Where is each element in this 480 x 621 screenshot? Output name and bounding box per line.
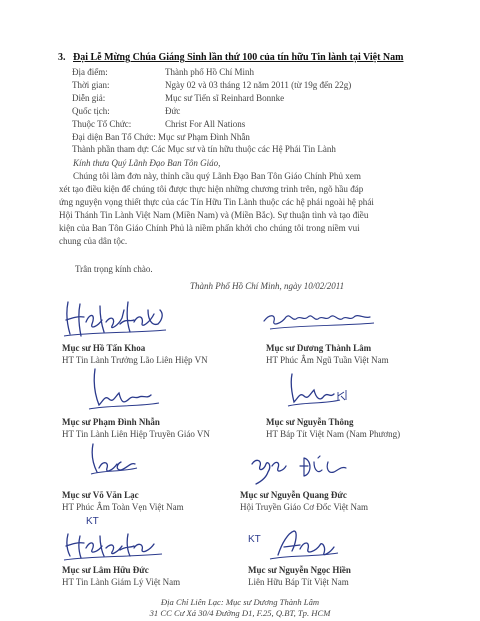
section-title: Đại Lễ Mừng Chúa Giáng Sinh lần thứ 100 của tín hữu Tin lành tại Việt Nam xyxy=(73,52,404,63)
detail-value-nationality: Đức xyxy=(165,106,181,116)
paragraph-line: xét tạo điều kiện để chúng tôi được thực hiện những chương trình trên, ngõ hầu đáp xyxy=(59,184,364,194)
signatory-name: Mục sư Nguyễn Quang Đức xyxy=(240,490,347,500)
signature-nguyen-ngoc-hien xyxy=(264,525,344,565)
section-heading xyxy=(58,52,404,63)
signature-vo-van-lac xyxy=(85,440,145,482)
paragraph-line: Chúng tôi làm đơn này, thỉnh cầu quý Lãnh Đạo Ban Tôn Giáo Chính Phủ xem xyxy=(73,171,361,181)
detail-value-time: Ngày 02 và 03 tháng 12 năm 2011 (từ 19g đến 22g) xyxy=(165,80,352,90)
signatory-org: HT Tin Lành Giám Lý Việt Nam xyxy=(62,577,181,587)
greeting: Kính thưa Quý Lãnh Đạo Ban Tôn Giáo, xyxy=(73,158,221,168)
paragraph-line: Hội Thánh Tin Lành Việt Nam (Miền Nam) và (Miền Bắc). Sự thuận tình và tạo điều xyxy=(59,210,369,220)
signatory-org: HT Phúc Âm Toàn Vẹn Việt Nam xyxy=(62,502,184,512)
signature-ho-tan-khoa xyxy=(62,292,172,340)
detail-label-organization: Thuộc Tổ Chức: xyxy=(72,119,132,129)
signatory-org: HT Tin Lành Trưởng Lão Liên Hiệp VN xyxy=(62,355,208,365)
detail-value-organization: Christ For All Nations xyxy=(165,119,246,129)
organizer-representative: Đại diện Ban Tổ Chức: Mục sư Phạm Đình Nhẫn xyxy=(72,132,250,142)
footer-contact: Địa Chỉ Liên Lạc: Mục sư Dương Thành Lâm xyxy=(160,597,320,607)
signature-nguyen-quang-duc xyxy=(246,452,358,488)
signatory-org: HT Phúc Âm Ngũ Tuần Việt Nam xyxy=(266,355,389,365)
detail-label-nationality: Quốc tịch: xyxy=(72,106,110,116)
paragraph-line: chung của dân tộc. xyxy=(59,236,128,246)
signatory-name: Mục sư Hồ Tấn Khoa xyxy=(62,343,146,353)
place-date: Thành Phố Hồ Chí Minh, ngày 10/02/2011 xyxy=(190,281,345,291)
signatory-org: HT Tin Lành Liên Hiệp Truyền Giáo VN xyxy=(62,429,210,439)
signatory-name: Mục sư Võ Văn Lạc xyxy=(62,490,139,500)
kt-note: KT xyxy=(248,534,261,545)
signatory-name: Mục sư Nguyễn Thông xyxy=(266,417,354,427)
signature-nguyen-thong xyxy=(284,368,350,412)
signature-duong-thanh-lam xyxy=(260,305,378,335)
signatory-name: Mục sư Phạm Đình Nhẫn xyxy=(62,417,160,427)
signatory-name: Mục sư Nguyễn Ngọc Hiền xyxy=(248,565,351,575)
signatory-org: HT Báp Tít Việt Nam (Nam Phương) xyxy=(266,429,401,439)
detail-value-location: Thành phố Hồ Chí Minh xyxy=(165,67,254,77)
detail-label-speaker: Diễn giả: xyxy=(72,93,106,103)
signatory-org: Liên Hữu Báp Tít Việt Nam xyxy=(248,577,349,587)
signatory-org: Hội Truyền Giáo Cơ Đốc Việt Nam xyxy=(240,502,369,512)
paragraph-line: kiện của Ban Tôn Giáo Chính Phủ là niềm phấn khởi cho chúng tôi trong niềm vui xyxy=(59,223,360,233)
paragraph-line: ứng nguyện vọng thiết thực của các Tín Hữu Tin Lành thuộc các hệ phái ngoài hệ phái xyxy=(59,197,374,207)
signatory-name: Mục sư Dương Thành Lâm xyxy=(266,343,372,353)
section-number: 3. xyxy=(58,52,66,63)
detail-label-time: Thời gian: xyxy=(72,80,110,90)
kt-note: KT xyxy=(86,516,99,527)
signature-pham-dinh-nhan xyxy=(85,365,165,415)
closing: Trân trọng kính chào. xyxy=(75,264,153,274)
body-paragraph xyxy=(59,170,449,248)
footer-address: 31 CC Cư Xá 30/4 Đường D1, F.25, Q.BT, Tp. HCM xyxy=(149,608,331,618)
detail-value-speaker: Mục sư Tiến sĩ Reinhard Bonnke xyxy=(165,93,285,103)
signature-lam-huu-duc xyxy=(62,528,166,564)
detail-label-location: Địa điểm: xyxy=(72,67,108,77)
signatory-name: Mục sư Lâm Hữu Đức xyxy=(62,565,149,575)
participants: Thành phần tham dự: Các Mục sư và tín hữu thuộc các Hệ Phái Tin Lành xyxy=(72,144,336,154)
